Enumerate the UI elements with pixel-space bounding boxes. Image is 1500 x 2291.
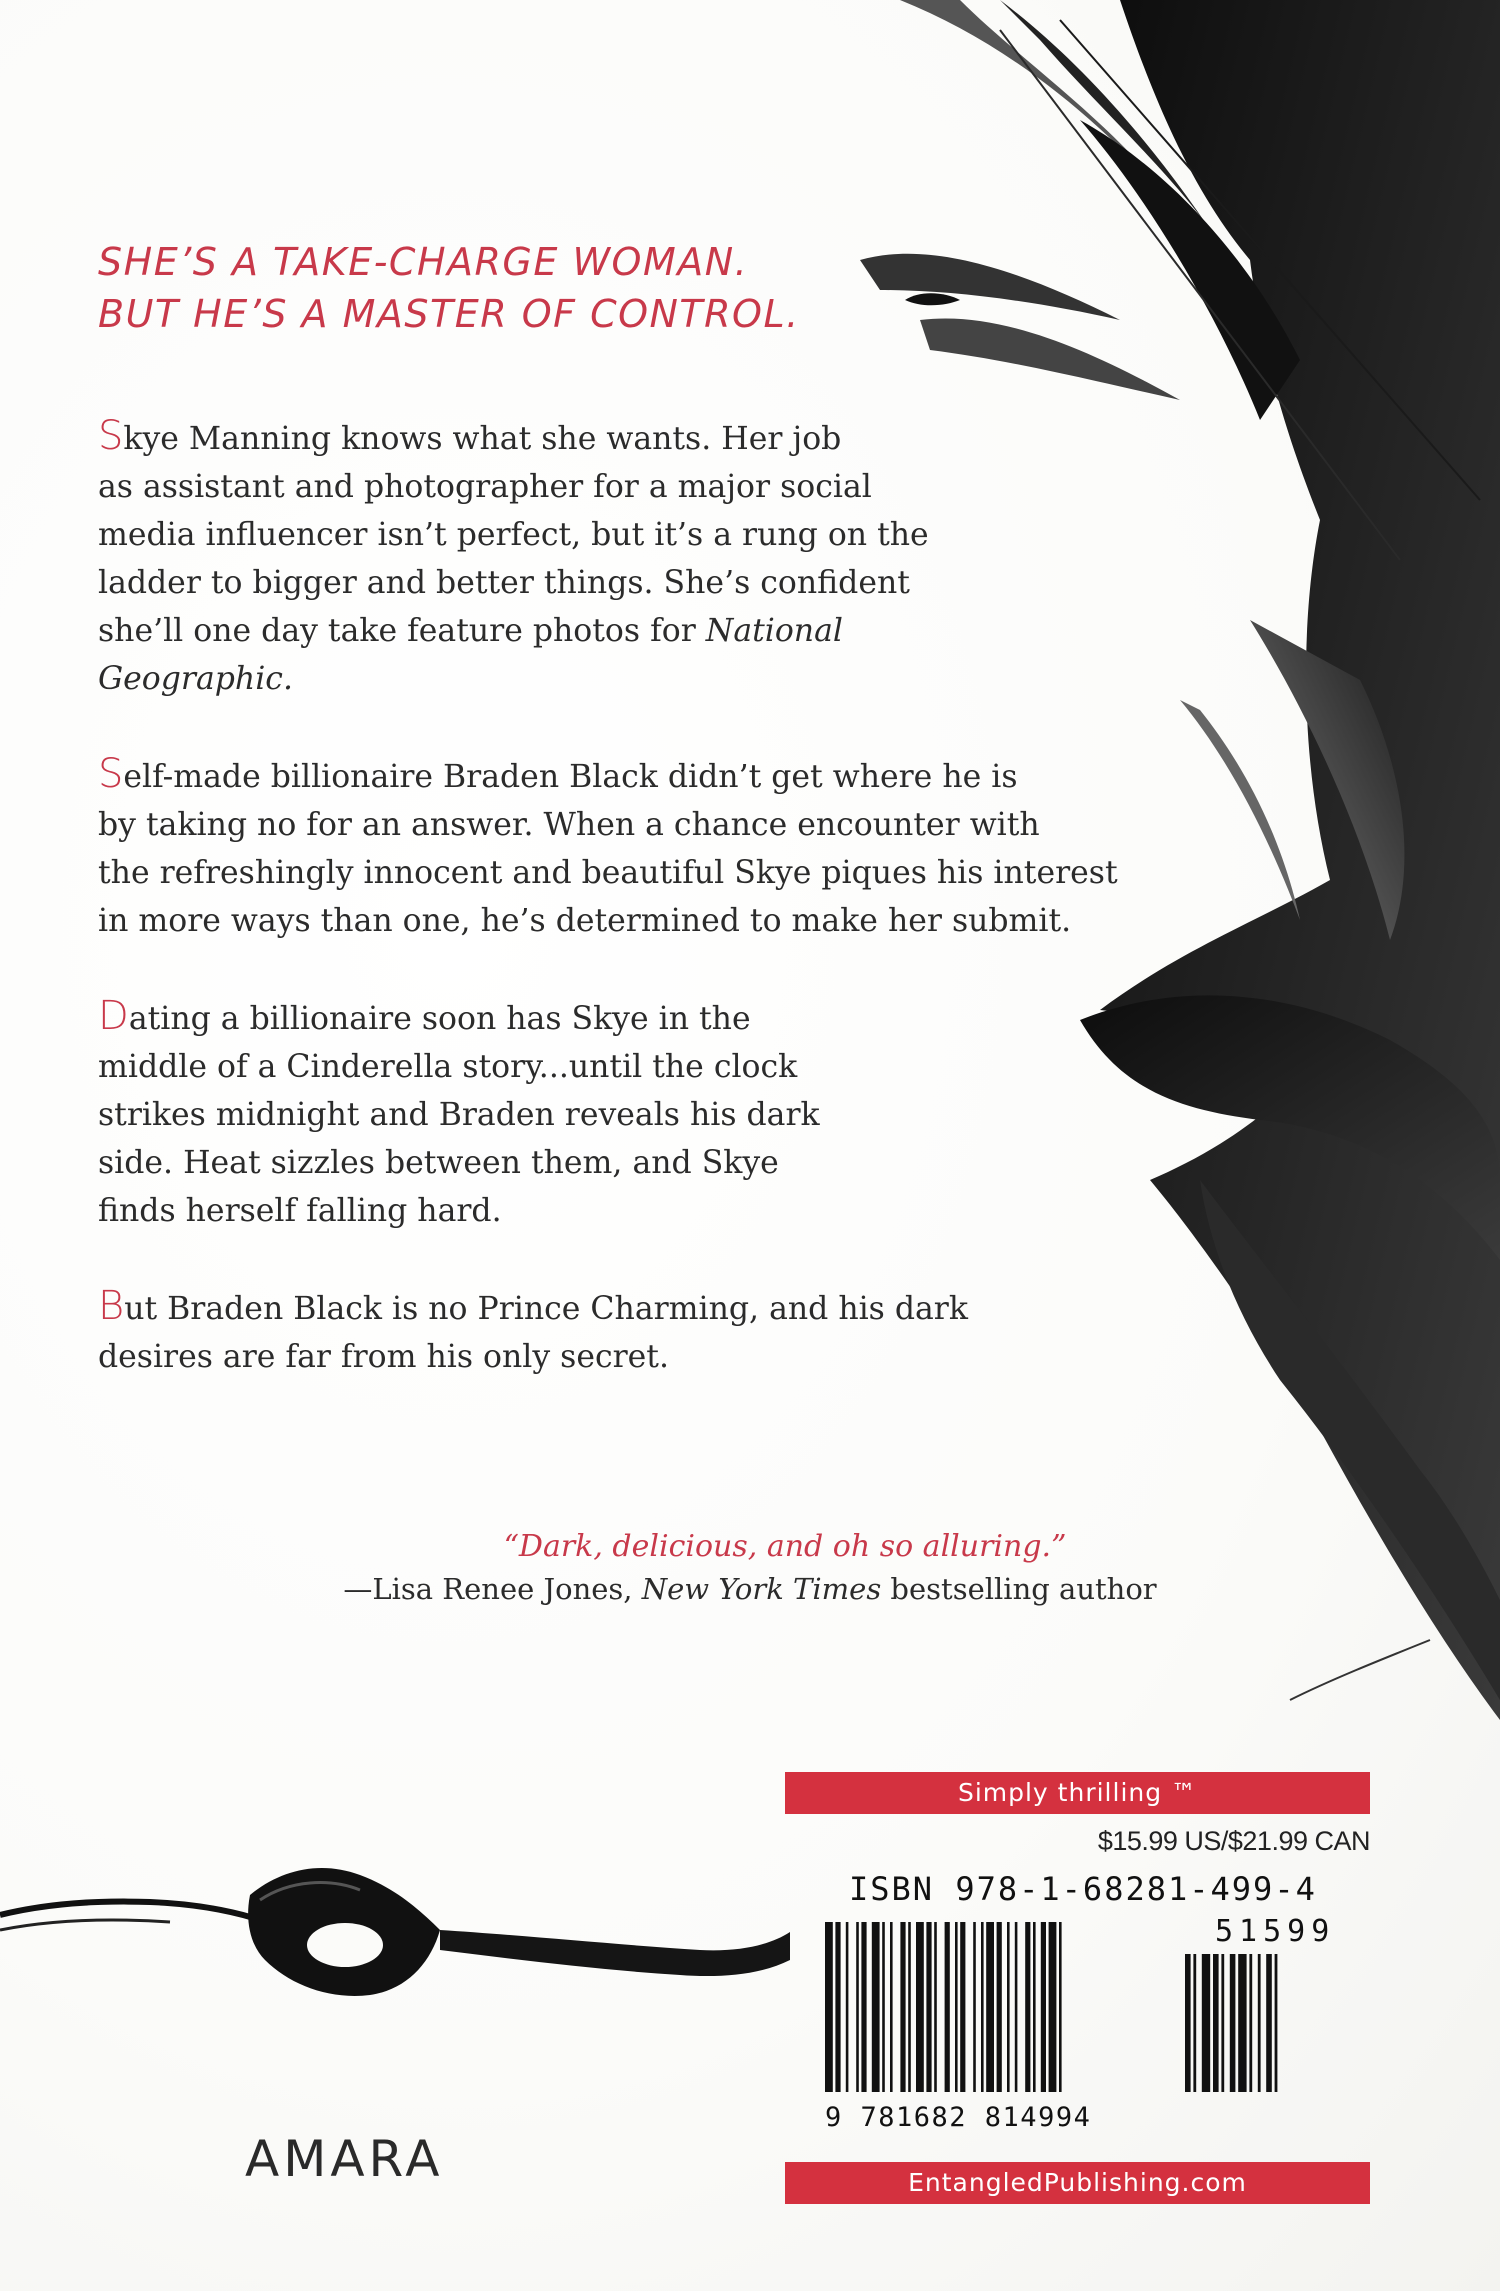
text-line: ating a billionaire soon has Skye in the [128,1001,751,1037]
barcode-bar [890,1922,893,2092]
quote-text: “Dark, delicious, and oh so alluring.” [503,1529,1067,1564]
barcode-bar [1025,1922,1030,2092]
barcode-addon-bar [1258,1954,1261,2092]
tagline-line-1: SHE’S A TAKE-CHARGE WOMAN. [98,240,749,284]
barcode-bar [861,1922,866,2092]
price-addon-code: 51599 [1215,1914,1336,1949]
dropcap: S [98,751,124,797]
imprint-tagline-bar: Simply thrilling ™ [785,1772,1370,1814]
text-line: she’ll one day take feature photos for [98,613,706,649]
text-line: strikes midnight and Braden reveals his dark [98,1097,820,1133]
barcode-bar [908,1922,911,2092]
barcode-addon-bar [1213,1954,1219,2092]
dropcap: D [98,993,129,1039]
barcode-panel [785,1772,1370,2197]
barcode-bar [945,1922,950,2092]
barcode-bar [835,1922,840,2092]
barcode-bar [997,1922,1002,2092]
barcode-bar [882,1922,885,2092]
price: $15.99 US/$21.99 CAN [1097,1826,1370,1856]
barcode-bar [973,1922,976,2092]
barcode-bar [955,1922,958,2092]
text-line: side. Heat sizzles between them, and Skye [98,1145,779,1181]
barcode-bar [1041,1922,1046,2092]
text-line: desires are far from his only secret. [98,1339,669,1375]
attribution-author: —Lisa Renee Jones, [343,1572,642,1606]
text-line: the refreshingly innocent and beautiful Skye piques his interest [98,855,1118,891]
barcode-bar [846,1922,849,2092]
barcode-bar [960,1922,965,2092]
tagline-line-2: BUT HE’S A MASTER OF CONTROL. [98,292,800,336]
barcode-addon-bar [1266,1954,1272,2092]
barcode-bar [1015,1922,1018,2092]
barcode-bar [1049,1922,1057,2092]
barcode-bar [926,1922,931,2092]
text-line: kye Manning knows what she wants. Her job [123,421,842,457]
barcode-bar [1007,1922,1010,2092]
text-line: middle of a Cinderella story...until the clock [98,1049,798,1085]
attribution-publication: New York Times [641,1572,882,1606]
website: EntangledPublishing.com [785,2162,1370,2204]
barcode-addon-bar [1221,1954,1224,2092]
dropcap: B [98,1283,125,1329]
barcode-bar [900,1922,905,2092]
text-line: by taking no for an answer. When a chance encounter with [98,807,1040,843]
barcode-bar [986,1922,994,2092]
barcode-bar [934,1922,937,2092]
barcode-addon-bar [1275,1954,1278,2092]
text-line: in more ways than one, he’s determined to make her submit. [98,903,1072,939]
barcode-bar [872,1922,880,2092]
isbn: ISBN 978-1-68281-499-4 [849,1870,1317,1908]
barcode-bar [916,1922,924,2092]
barcode-bar [856,1922,859,2092]
text-line: ladder to bigger and better things. She’s confident [98,565,910,601]
attribution-suffix: bestselling author [881,1572,1157,1606]
barcode-addon-bar [1185,1954,1191,2092]
barcode-addon-bar [1249,1954,1252,2092]
text-line: media influencer isn’t perfect, but it’s a rung on the [98,517,929,553]
text-line: elf-made billionaire Braden Black didn’t get where he is [123,759,1018,795]
text-line: finds herself falling hard. [98,1193,502,1229]
dropcap: S [98,413,124,459]
italic-title: Geographic. [98,661,293,697]
barcode-bar [1059,1922,1062,2092]
barcode-addon-bar [1230,1954,1236,2092]
barcode-bar [1033,1922,1036,2092]
text-line: ut Braden Black is no Prince Charming, and his dark [124,1291,968,1327]
barcode-addon-bar [1202,1954,1210,2092]
italic-title: National [705,613,843,649]
barcode-addon-bar [1193,1954,1196,2092]
barcode-bar [825,1922,833,2092]
barcode-bar [981,1922,984,2092]
text-line: as assistant and photographer for a major social [98,469,872,505]
ean-number: 9 781682 814994 [825,2102,1092,2133]
barcode-addon-bar [1238,1954,1246,2092]
publisher-logo: AMARA [245,2130,444,2188]
